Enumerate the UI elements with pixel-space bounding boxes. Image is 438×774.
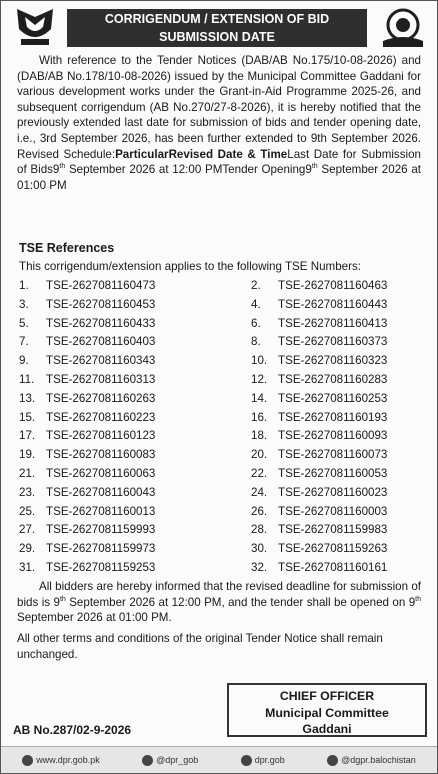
tse-item-number: 5. [19, 316, 29, 330]
tse-item-number: 32. [251, 560, 268, 574]
tse-item-number: 12. [251, 372, 268, 386]
tse-item-number: 21. [19, 466, 36, 480]
tse-item [19, 503, 251, 522]
footer-twitter[interactable]: @dpr_gob [142, 755, 198, 766]
tse-item-number: 14. [251, 391, 268, 405]
tse-item [19, 390, 251, 409]
header [1, 1, 437, 51]
tse-item-id: TSE-2627081160473 [46, 279, 156, 292]
tse-item-number: 16. [251, 410, 268, 424]
tse-item-number: 20. [251, 448, 268, 462]
tse-item-id: TSE-2627081160433 [46, 316, 156, 330]
tse-item-id: TSE-2627081160443 [278, 297, 388, 311]
terms-paragraph: All other terms and conditions of the original Tender Notice shall remain unchanged. [17, 632, 383, 661]
tse-item [19, 296, 251, 315]
tse-item [19, 333, 251, 352]
tse-item-number: 1. [19, 279, 29, 292]
tse-item [251, 503, 423, 522]
tse-item-id: TSE-2627081160373 [278, 335, 388, 349]
tse-item-number: 9. [19, 354, 29, 368]
signature-place: Gaddani [302, 722, 352, 736]
tse-item [251, 277, 423, 296]
closing-paragraph: All bidders are hereby informed that the revised deadline for submission of bids is 9th September 2026 at 12:00 PM, and the tender shall be opened on 9th September 2026 at 01:00 PM. [17, 580, 422, 625]
notice-body: With reference to the Tender Notices (DAB/AB No.175/10-08-2026) and (DAB/AB No.178/10-08-2026) issued by the Municipal Committee Gaddani for various development works under the Grant-in-Aid Programme 2025-26, and subsequent corrigendum (AB No.270/27-8-2026), it is hereby notified that the previously extended last date for submission of bids and tender opening date, i.e., 3rd September 2026, has been further extended to 9th September 2026. Revised Schedule:ParticularRevised Date & TimeLast Date for Submission of Bids9th September 2026 at 12:00 PMTender Opening9th September 2026 at 01:00 PM [17, 54, 421, 192]
tse-item-number: 30. [251, 542, 268, 556]
tse-item [19, 559, 251, 578]
tse-item [19, 446, 251, 465]
tse-item [251, 315, 423, 334]
tse-item-number: 15. [19, 410, 36, 424]
twitter-icon [142, 755, 153, 766]
social-icon [241, 755, 252, 766]
tse-item-number: 13. [19, 391, 36, 405]
tse-item-id: TSE-2627081160083 [46, 448, 156, 462]
tse-item-number: 29. [19, 542, 36, 556]
tse-item [251, 446, 423, 465]
tse-item-id: TSE-2627081160161 [278, 560, 388, 574]
tse-item [251, 521, 423, 540]
tse-item-id: TSE-2627081160403 [46, 335, 156, 349]
tse-item-number: 24. [251, 485, 268, 499]
tse-item-id: TSE-2627081160063 [46, 466, 156, 480]
tse-item-number: 8. [251, 335, 261, 349]
tse-item [19, 371, 251, 390]
tse-intro: This corrigendum/extension applies to the following TSE Numbers: [19, 260, 361, 273]
tse-item-id: TSE-2627081160073 [278, 448, 388, 462]
tse-item-id: TSE-2627081160283 [278, 372, 388, 386]
tse-item-number: 4. [251, 297, 261, 311]
tse-item-number: 19. [19, 448, 36, 462]
tse-item-number: 11. [19, 372, 35, 386]
tse-item [251, 540, 423, 559]
tse-item [251, 559, 423, 578]
tse-item-id: TSE-2627081159983 [278, 523, 388, 537]
tse-item-id: TSE-2627081160053 [278, 466, 388, 480]
tse-item [19, 409, 251, 428]
tse-item-id: TSE-2627081160013 [46, 504, 156, 518]
tse-item-number: 23. [19, 485, 36, 499]
tse-item [19, 540, 251, 559]
tse-item [251, 390, 423, 409]
tse-item [251, 409, 423, 428]
tse-item [251, 484, 423, 503]
tse-item-number: 3. [19, 297, 29, 311]
tse-item-number: 25. [19, 504, 36, 518]
tse-item [251, 371, 423, 390]
tse-item-id: TSE-2627081160023 [278, 485, 388, 499]
tse-item-id: TSE-2627081160463 [278, 279, 388, 292]
signature-org: Municipal Committee [265, 705, 389, 720]
tse-item-number: 18. [251, 429, 268, 443]
tse-item-id: TSE-2627081160263 [46, 391, 156, 405]
tse-heading: TSE References [19, 241, 115, 255]
tse-item-id: TSE-2627081160323 [278, 354, 388, 368]
tse-item-id: TSE-2627081160253 [278, 391, 388, 405]
tse-item-id: TSE-2627081160093 [278, 429, 388, 443]
tse-list [19, 277, 423, 578]
tse-item-number: 17. [19, 429, 36, 443]
tse-item [19, 352, 251, 371]
tse-item [19, 315, 251, 334]
tse-item-id: TSE-2627081160043 [46, 485, 156, 499]
title-line-2: SUBMISSION DATE [159, 30, 275, 44]
tse-item-number: 2. [251, 279, 261, 292]
tse-item-number: 7. [19, 335, 29, 349]
government-emblem-icon [11, 5, 59, 49]
signature-title: CHIEF OFFICER [279, 689, 375, 703]
tse-item-id: TSE-2627081159993 [46, 523, 156, 537]
tse-item-id: TSE-2627081160453 [46, 297, 156, 311]
tse-item-number: 22. [251, 466, 268, 480]
tse-item [19, 427, 251, 446]
tse-item-id: TSE-2627081159253 [46, 560, 156, 574]
tse-item [19, 277, 251, 296]
tse-item [19, 484, 251, 503]
footer [1, 746, 437, 773]
tse-item [251, 296, 423, 315]
facebook-icon [327, 755, 338, 766]
tse-item [251, 333, 423, 352]
tse-item-id: TSE-2627081160313 [46, 372, 156, 386]
tse-item-id: TSE-2627081159263 [278, 542, 388, 556]
tse-item-id: TSE-2627081159973 [46, 542, 156, 556]
tse-item-id: TSE-2627081160003 [278, 504, 388, 518]
tse-item-id: TSE-2627081160193 [278, 410, 388, 424]
tse-item-id: TSE-2627081160413 [278, 316, 388, 330]
tse-item [251, 465, 423, 484]
ab-number: AB No.287/02-9-2026 [13, 723, 132, 737]
tse-item [19, 521, 251, 540]
tse-item-number: 26. [251, 504, 268, 518]
title-line-1: CORRIGENDUM / EXTENSION OF BID [104, 12, 330, 26]
footer-facebook[interactable]: @dgpr.balochistan [327, 755, 416, 766]
tse-item-number: 31. [19, 560, 36, 574]
tse-item [251, 427, 423, 446]
tse-item [251, 352, 423, 371]
tse-item [19, 465, 251, 484]
tse-item-number: 27. [19, 523, 36, 537]
tse-item-number: 10. [251, 354, 268, 368]
signature-block [227, 683, 427, 737]
tse-item-number: 28. [251, 523, 268, 537]
municipal-crest-icon [379, 5, 427, 49]
globe-icon [22, 755, 33, 766]
tse-item-id: TSE-2627081160343 [46, 354, 156, 368]
footer-dprgob[interactable]: dpr.gob [241, 755, 285, 766]
notice-title [67, 9, 367, 47]
tse-item-number: 6. [251, 316, 261, 330]
tse-item-id: TSE-2627081160223 [46, 410, 156, 424]
tse-item-id: TSE-2627081160123 [46, 429, 156, 443]
footer-website[interactable]: www.dpr.gob.pk [22, 755, 100, 766]
